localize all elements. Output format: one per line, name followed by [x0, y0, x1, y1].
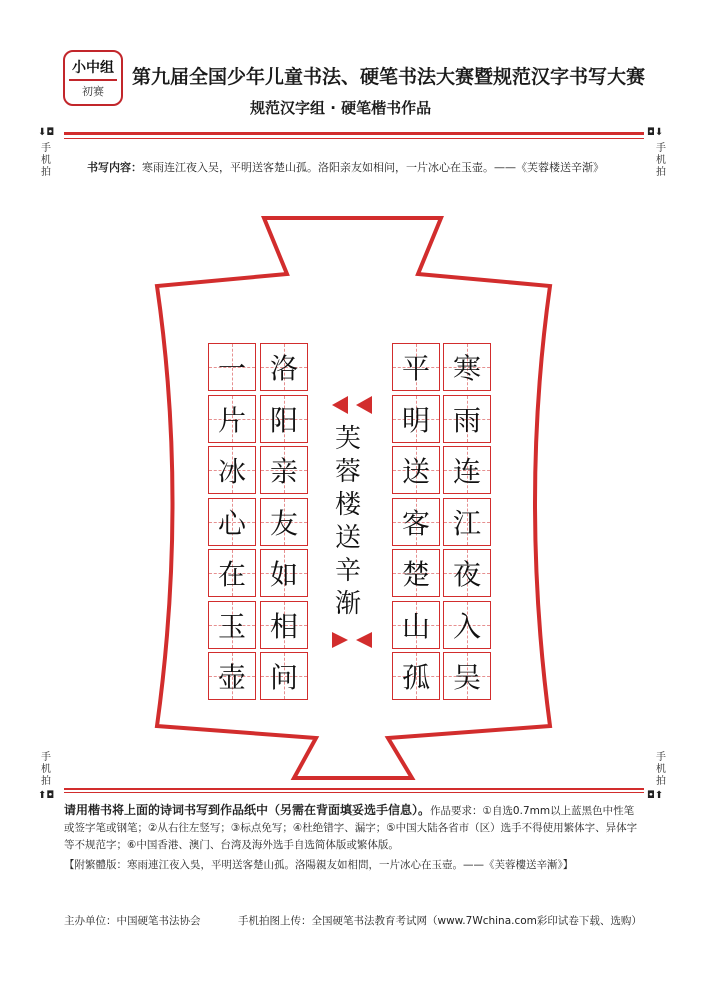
poem-char: 夜 [452, 558, 481, 591]
grid-cell [392, 601, 440, 649]
side-label-tl: 手机拍 [41, 143, 51, 178]
poem-char: 心 [217, 506, 246, 540]
poem-char: 问 [269, 661, 298, 694]
poem-char: 友 [269, 506, 298, 540]
poem-title-char: 渐 [334, 589, 361, 619]
poem-char: 阳 [269, 403, 298, 437]
instructions [64, 802, 644, 854]
instructions-body: 作品要求：①自选0.7mm以上蓝黑色中性笔或签字笔或钢笔；②从右往左竖写；③标点免写；④杜绝错字、漏字；⑤中国大陆各省市（区）选手不得使用繁体字、异体字等不规范字；⑥中国香港、澳门、台湾及海外选手自选简体版或繁体版。 [64, 805, 638, 851]
poem-char: 冰 [217, 455, 246, 488]
poem-char: 吴 [452, 661, 481, 694]
poem-char: 平 [401, 352, 430, 385]
poem-char: 客 [401, 506, 430, 540]
grid-cell [208, 446, 256, 494]
poem-char: 明 [401, 403, 430, 437]
poem-title-char: 芙 [334, 424, 361, 454]
poem-char: 如 [269, 558, 298, 591]
side-label-br: 手机拍 [656, 752, 666, 787]
poem-title-char: 送 [334, 523, 361, 553]
grid-cell [260, 498, 308, 546]
poem-char: 洛 [269, 352, 298, 385]
grid-cell [443, 652, 491, 700]
poem-char: 连 [452, 455, 481, 488]
side-label-bl: 手机拍 [41, 752, 51, 787]
instructions-lead: 请用楷书将上面的诗词书写到作品纸中（另需在背面填妥选手信息）。 [64, 803, 431, 817]
badge-group: 小中组 [72, 60, 114, 76]
poem-title-char: 楼 [334, 490, 361, 520]
grid-cell [392, 395, 440, 443]
grid-cell [208, 601, 256, 649]
grid-cell [392, 343, 440, 391]
grid-cell [208, 549, 256, 597]
grid-cell [443, 549, 491, 597]
poem-char: 壶 [217, 661, 246, 694]
grid-cell [208, 395, 256, 443]
poem-char: 江 [452, 506, 481, 540]
camera-marker-tr: ◘⬇ [647, 127, 664, 138]
grid-cell [443, 498, 491, 546]
grid-cell [443, 601, 491, 649]
grid-cell [260, 652, 308, 700]
side-label-tr: 手机拍 [656, 143, 666, 178]
grid-cell [260, 601, 308, 649]
grid-cell [260, 446, 308, 494]
grid-cell [260, 343, 308, 391]
grid-cell [392, 652, 440, 700]
poem-char: 亲 [269, 455, 298, 488]
poem-char: 片 [217, 403, 246, 437]
grid-cell [443, 343, 491, 391]
camera-marker-br: ◘⬆ [647, 790, 664, 801]
poem-char: 相 [269, 609, 298, 643]
traditional-reference: 【附繁體版：寒雨連江夜入吳，平明送客楚山孤。洛陽親友如相問，一片冰心在玉壺。——《芙蓉樓送辛漸》】 [64, 859, 574, 871]
poem-char: 送 [401, 455, 430, 488]
grid-cell [208, 343, 256, 391]
content-text: 寒雨连江夜入吴，平明送客楚山孤。洛阳亲友如相问，一片冰心在玉壶。——《芙蓉楼送辛渐》 [142, 161, 604, 174]
grid-cell [443, 446, 491, 494]
grid-cell [392, 498, 440, 546]
grid-cell [260, 549, 308, 597]
grid-cell [392, 446, 440, 494]
grid-cell [443, 395, 491, 443]
footer-organizer: 主办单位：中国硬笔书法协会 [64, 915, 201, 927]
camera-marker-tl: ⬇◘ [38, 127, 55, 138]
page-subtitle: 规范汉字组 · 硬笔楷书作品 [250, 99, 432, 117]
grid-cell [208, 652, 256, 700]
poem-title-char: 辛 [334, 556, 361, 586]
badge-round: 初赛 [82, 85, 104, 98]
camera-marker-bl: ⬆◘ [38, 790, 55, 801]
footer-upload: 手机拍图上传：全国硬笔书法教育考试网（www.7Wchina.com彩印试卷下载、选购） [238, 915, 642, 927]
page-title: 第九届全国少年儿童书法、硬笔书法大赛暨规范汉字书写大赛 [132, 66, 646, 88]
poem-title-char: 蓉 [334, 457, 361, 487]
grid-cell [260, 395, 308, 443]
poem-char: 在 [217, 558, 246, 591]
grid-cell [208, 498, 256, 546]
poem-char: 寒 [452, 352, 481, 385]
grid-cell [392, 549, 440, 597]
poem-char: 一 [217, 352, 246, 385]
poem-char: 楚 [401, 558, 430, 591]
poem-char: 雨 [452, 403, 481, 437]
poem-char: 入 [452, 609, 481, 643]
poem-char: 孤 [401, 661, 430, 694]
content-label: 书写内容： [87, 161, 142, 174]
poem-char: 玉 [217, 609, 246, 643]
poem-char: 山 [401, 609, 430, 643]
